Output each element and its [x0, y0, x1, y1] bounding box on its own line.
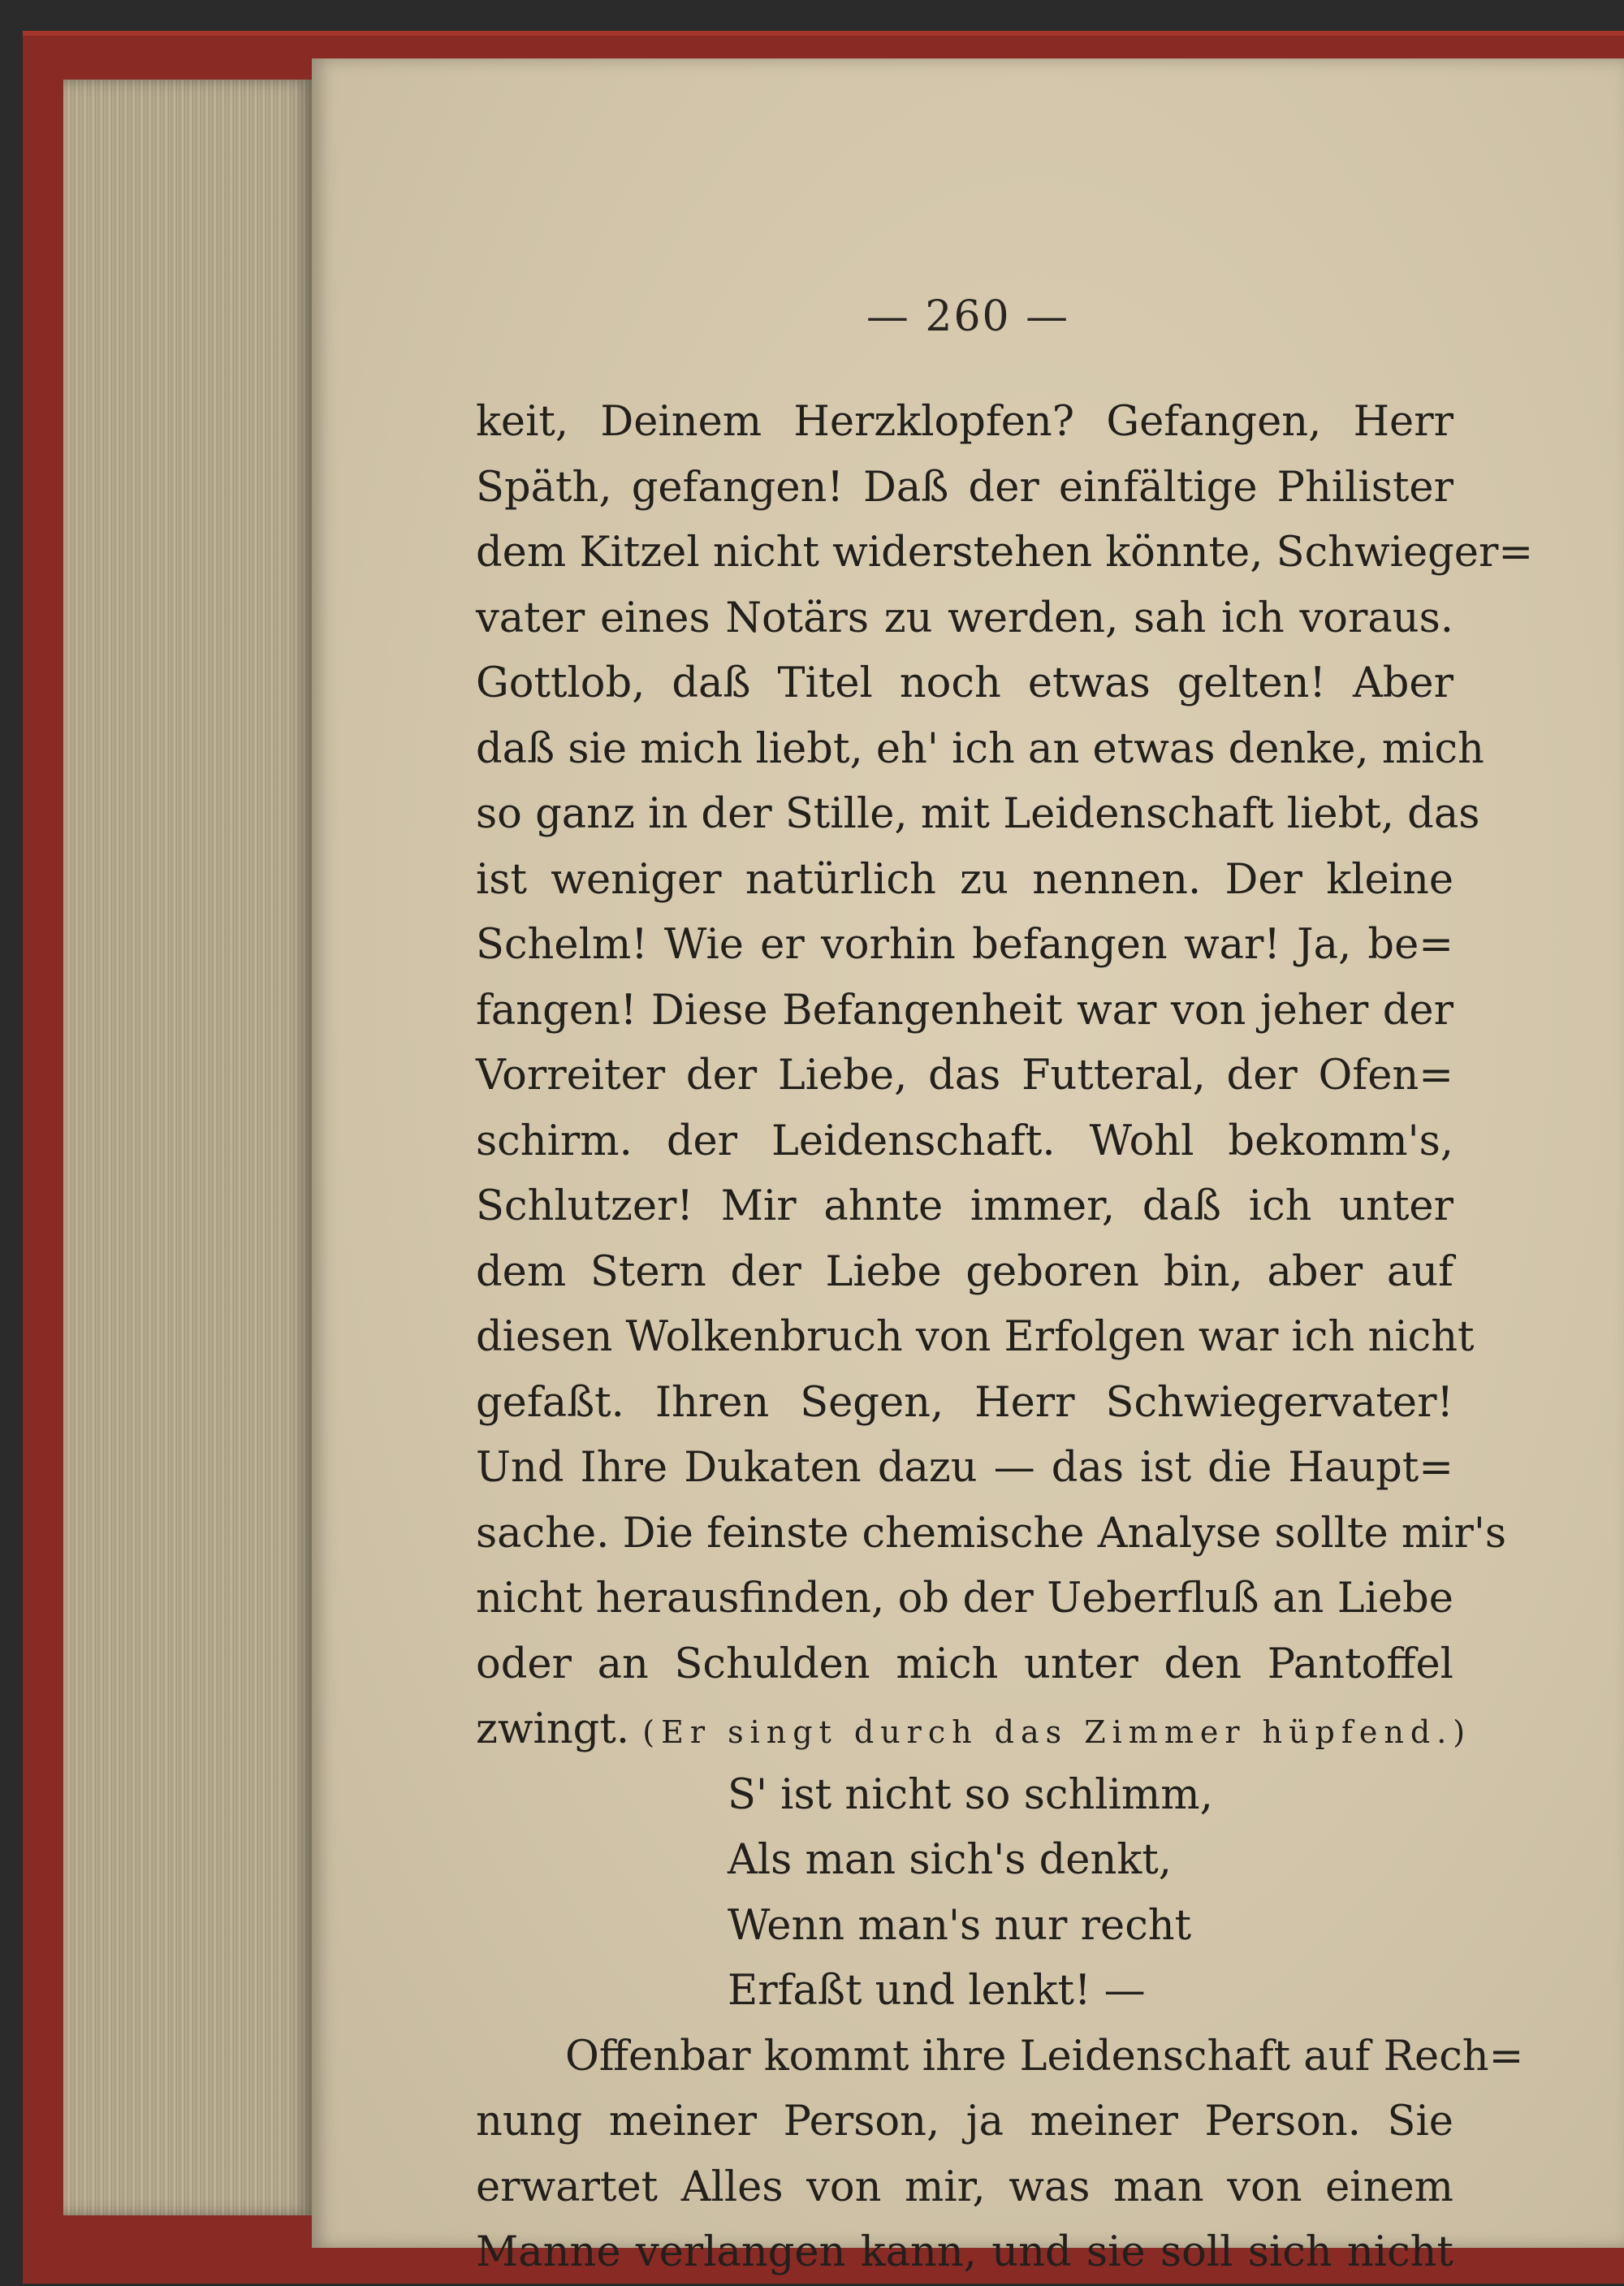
text-line: nung meiner Person, ja meiner Person. Sie — [476, 2098, 1453, 2146]
text-line: Gottlob, daß Titel noch etwas gelten! Aber — [476, 659, 1453, 707]
text-line: fangen! Diese Befangenheit war von jeher der — [476, 986, 1453, 1035]
text-line: Schelm! Wie er vorhin befangen war! Ja, be= — [476, 921, 1453, 969]
text-line: schirm. der Leidenschaft. Wohl bekomm's, — [476, 1117, 1453, 1165]
verse-line: Wenn man's nur recht — [728, 1901, 1192, 1950]
text-line: dem Kitzel nicht widerstehen könnte, Schwieger= — [476, 529, 1534, 577]
text-line: keit, Deinem Herzklopfen? Gefangen, Herr — [476, 398, 1453, 446]
text-line: so ganz in der Stille, mit Leidenschaft liebt, das — [476, 790, 1480, 838]
text-line: dem Stern der Liebe geboren bin, aber auf — [476, 1247, 1453, 1296]
text-line: erwartet Alles von mir, was man von einem — [476, 2163, 1453, 2211]
page-edges — [63, 80, 315, 2215]
text-line: nicht herausfinden, ob der Ueberfluß an Liebe — [476, 1575, 1453, 1623]
stage-line — [476, 1697, 1472, 1763]
stage-direction: (Er singt durch das Zimmer hüpfend.) — [642, 1714, 1472, 1750]
page-number: — 260 — — [866, 292, 1070, 341]
text-line: daß sie mich liebt, eh' ich an etwas denke, mich — [476, 724, 1484, 773]
text-line: gefaßt. Ihren Segen, Herr Schwiegervater! — [476, 1378, 1453, 1427]
text-line: diesen Wolkenbruch von Erfolgen war ich nicht — [476, 1313, 1475, 1361]
text-line: Vorreiter der Liebe, das Futteral, der Ofen= — [476, 1052, 1453, 1100]
verse-line: S' ist nicht so schlimm, — [728, 1770, 1213, 1819]
text-line: Späth, gefangen! Daß der einfältige Philister — [476, 463, 1453, 512]
text-line: ist weniger natürlich zu nennen. Der kleine — [476, 855, 1453, 904]
stage-speech: zwingt. — [476, 1705, 630, 1753]
text-line: oder an Schulden mich unter den Pantoffel — [476, 1640, 1453, 1688]
text-line: Schlutzer! Mir ahnte immer, daß ich unter — [476, 1182, 1453, 1230]
text-line: Und Ihre Dukaten dazu — das ist die Haupt= — [476, 1444, 1453, 1492]
verse-line: Als man sich's denkt, — [728, 1836, 1172, 1884]
text-line: vater eines Notärs zu werden, sah ich voraus. — [476, 594, 1453, 642]
paragraph-first-line: Offenbar kommt ihre Leidenschaft auf Rech= — [565, 2032, 1524, 2081]
text-line: sache. Die feinste chemische Analyse sollte mir's — [476, 1509, 1507, 1558]
book-page — [312, 58, 1624, 2276]
verse-line: Erfaßt und lenkt! — — [728, 1967, 1146, 2015]
page-text — [476, 390, 1534, 2286]
text-line: Manne verlangen kann, und sie soll sich nicht — [476, 2228, 1453, 2276]
